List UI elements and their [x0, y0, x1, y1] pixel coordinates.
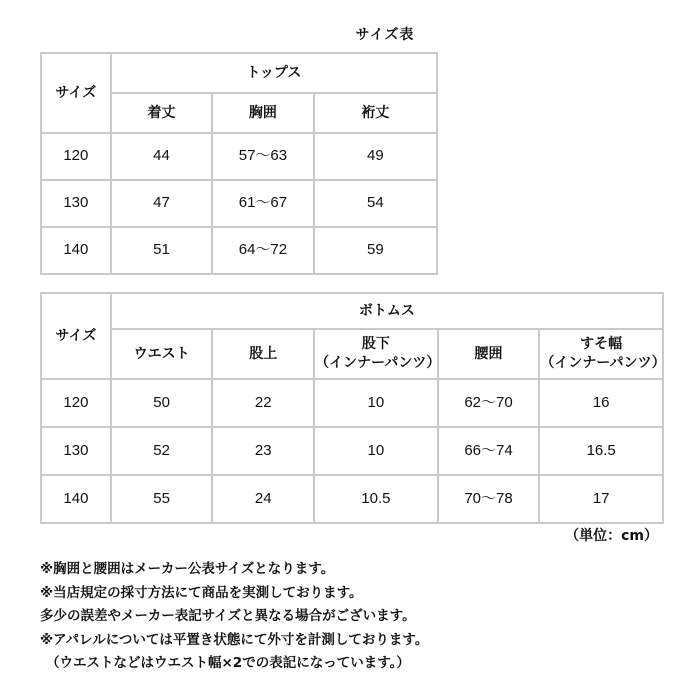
note-line: （ウエストなどはウエスト幅×2での表記になっています。） [46, 655, 410, 671]
table-cell: 59 [314, 227, 437, 274]
table-cell: 17 [539, 475, 663, 523]
table-cell: 44 [111, 133, 212, 180]
page-title: サイズ表 [355, 27, 415, 43]
tops-column-header: 胸囲 [212, 93, 313, 133]
table-cell: 16 [539, 379, 663, 427]
table-cell: 66～74 [438, 427, 540, 475]
note-line: ※当店規定の採寸方法にて商品を実測しております。 [40, 584, 363, 601]
size-cell: 140 [41, 475, 111, 523]
table-row [41, 227, 437, 274]
table-cell: 55 [111, 475, 213, 523]
note-line: 多少の誤差やメーカー表記サイズと異なる場合がございます。 [40, 608, 416, 624]
table-cell: 54 [314, 180, 437, 227]
table-cell: 70～78 [438, 475, 540, 523]
bottoms-column-header: ウエスト [111, 329, 213, 379]
tops-column-header: 裄丈 [314, 93, 437, 133]
table-cell: 23 [212, 427, 314, 475]
table-cell: 50 [111, 379, 213, 427]
table-cell: 64～72 [212, 227, 313, 274]
table-cell: 10 [314, 379, 438, 427]
tops-size-header: サイズ [41, 53, 111, 133]
size-cell: 130 [41, 180, 111, 227]
notes [40, 558, 670, 676]
table-cell: 22 [212, 379, 314, 427]
tops-size-table [40, 52, 438, 275]
table-row [41, 379, 663, 427]
bottoms-size-header: サイズ [41, 293, 111, 379]
tops-column-header: 着丈 [111, 93, 212, 133]
unit-label: （単位：cm） [565, 528, 658, 544]
table-row [41, 180, 437, 227]
table-cell: 16.5 [539, 427, 663, 475]
bottoms-group-header: ボトムス [111, 293, 663, 329]
table-cell: 61～67 [212, 180, 313, 227]
size-cell: 130 [41, 427, 111, 475]
table-row [41, 427, 663, 475]
table-row [41, 133, 437, 180]
note-line: ※胸囲と腰囲はメーカー公表サイズとなります。 [40, 561, 335, 577]
table-cell: 52 [111, 427, 213, 475]
note-line: ※アパレルについては平置き状態にて外寸を計測しております。 [40, 631, 429, 648]
table-cell: 10.5 [314, 475, 438, 523]
table-cell: 62～70 [438, 379, 540, 427]
size-cell: 120 [41, 379, 111, 427]
bottoms-column-header: 腰囲 [438, 329, 540, 379]
bottoms-size-table [40, 292, 664, 524]
table-cell: 47 [111, 180, 212, 227]
table-cell: 57～63 [212, 133, 313, 180]
bottoms-column-header: 股下 （インナーパンツ） [314, 329, 438, 379]
size-cell: 120 [41, 133, 111, 180]
table-cell: 51 [111, 227, 212, 274]
table-cell: 49 [314, 133, 437, 180]
table-row [41, 475, 663, 523]
size-cell: 140 [41, 227, 111, 274]
tops-group-header: トップス [111, 53, 437, 93]
bottoms-column-header: 股上 [212, 329, 314, 379]
table-cell: 24 [212, 475, 314, 523]
table-cell: 10 [314, 427, 438, 475]
bottoms-column-header: すそ幅 （インナーパンツ） [539, 329, 663, 379]
